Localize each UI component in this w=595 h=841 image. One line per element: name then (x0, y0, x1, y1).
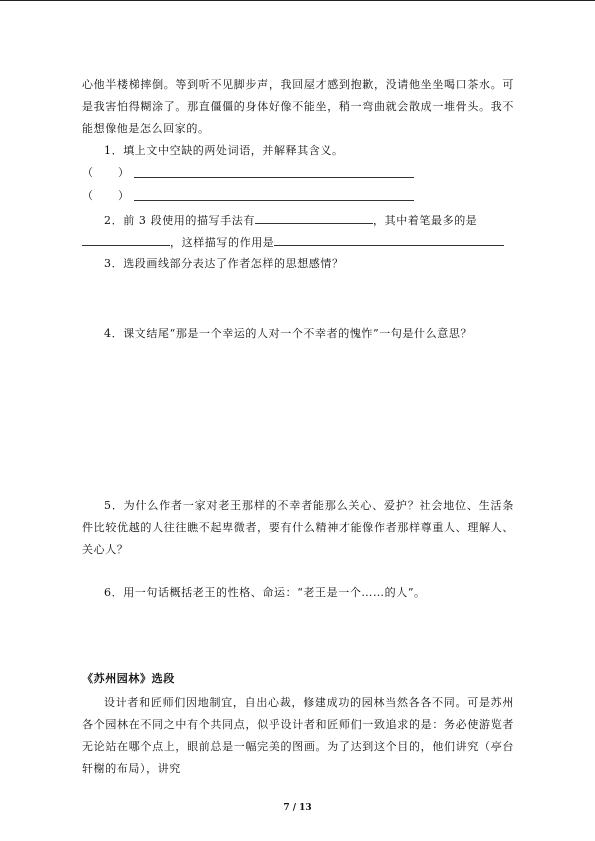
answer-blank-2[interactable] (82, 189, 129, 203)
section-title: 《苏州园林》选段 (82, 672, 175, 685)
passage-excerpt (82, 74, 514, 162)
question-6: 6．用一句话概括老王的性格、命运：“老王是一个……的人”。 (104, 586, 426, 599)
answer-line (134, 177, 414, 178)
question-2-part-a: 2．前 3 段使用的描写手法有 (104, 214, 255, 227)
answer-line[interactable] (82, 234, 170, 246)
header-rule (0, 0, 595, 1)
section-body (82, 692, 514, 780)
answer-line[interactable] (255, 212, 373, 224)
answer-line[interactable] (274, 234, 504, 246)
question-3: 3．选段画线部分表达了作者怎样的思想感情？ (104, 257, 344, 270)
question-2-line-2 (82, 234, 504, 250)
section-paragraph: 设计者和匠师们因地制宜，自出心裁，修建成功的园林当然各各不同。可是苏州各个园林在不同之中有个共同点，似乎设计者和匠师们一致追求的是：务必使游览者无论站在哪个点上，眼前总是一幅完美的图画。为了达到这个目的，他们讲究（亭台轩榭的布局），讲究 (82, 696, 514, 775)
question-2-line-1 (104, 212, 477, 228)
blank-close-paren: ） (118, 189, 129, 202)
answer-line (134, 200, 414, 201)
blank-open-paren: （ (82, 166, 93, 179)
question-1: 1．填上文中空缺的两处词语，并解释其含义。 (104, 144, 344, 157)
answer-blank-1[interactable] (82, 166, 129, 180)
question-2-part-b: ，其中着笔最多的是 (373, 214, 478, 227)
question-4: 4．课文结尾“那是一个幸运的人对一个不幸者的愧怍”一句是什么意思？ (104, 327, 473, 340)
passage-paragraph: 心他半楼梯摔倒。等到听不见脚步声，我回屋才感到抱歉，没请他坐坐喝口茶水。可是我害怕得糊涂了。那直僵僵的身体好像不能坐，稍一弯曲就会散成一堆骨头。我不能想像他是怎么回家的。 (82, 78, 514, 135)
page-number: 7 / 13 (283, 803, 312, 813)
blank-open-paren: （ (82, 189, 93, 202)
question-2-part-c: ，这样描写的作用是 (170, 236, 275, 249)
question-5: 5．为什么作者一家对老王那样的不幸者能那么关心、爱护？社会地位、生活条件比较优越的人往往瞧不起卑微者，要有什么精神才能像作者那样尊重人、理解人、关心人？ (82, 499, 514, 556)
blank-close-paren: ） (118, 166, 129, 179)
